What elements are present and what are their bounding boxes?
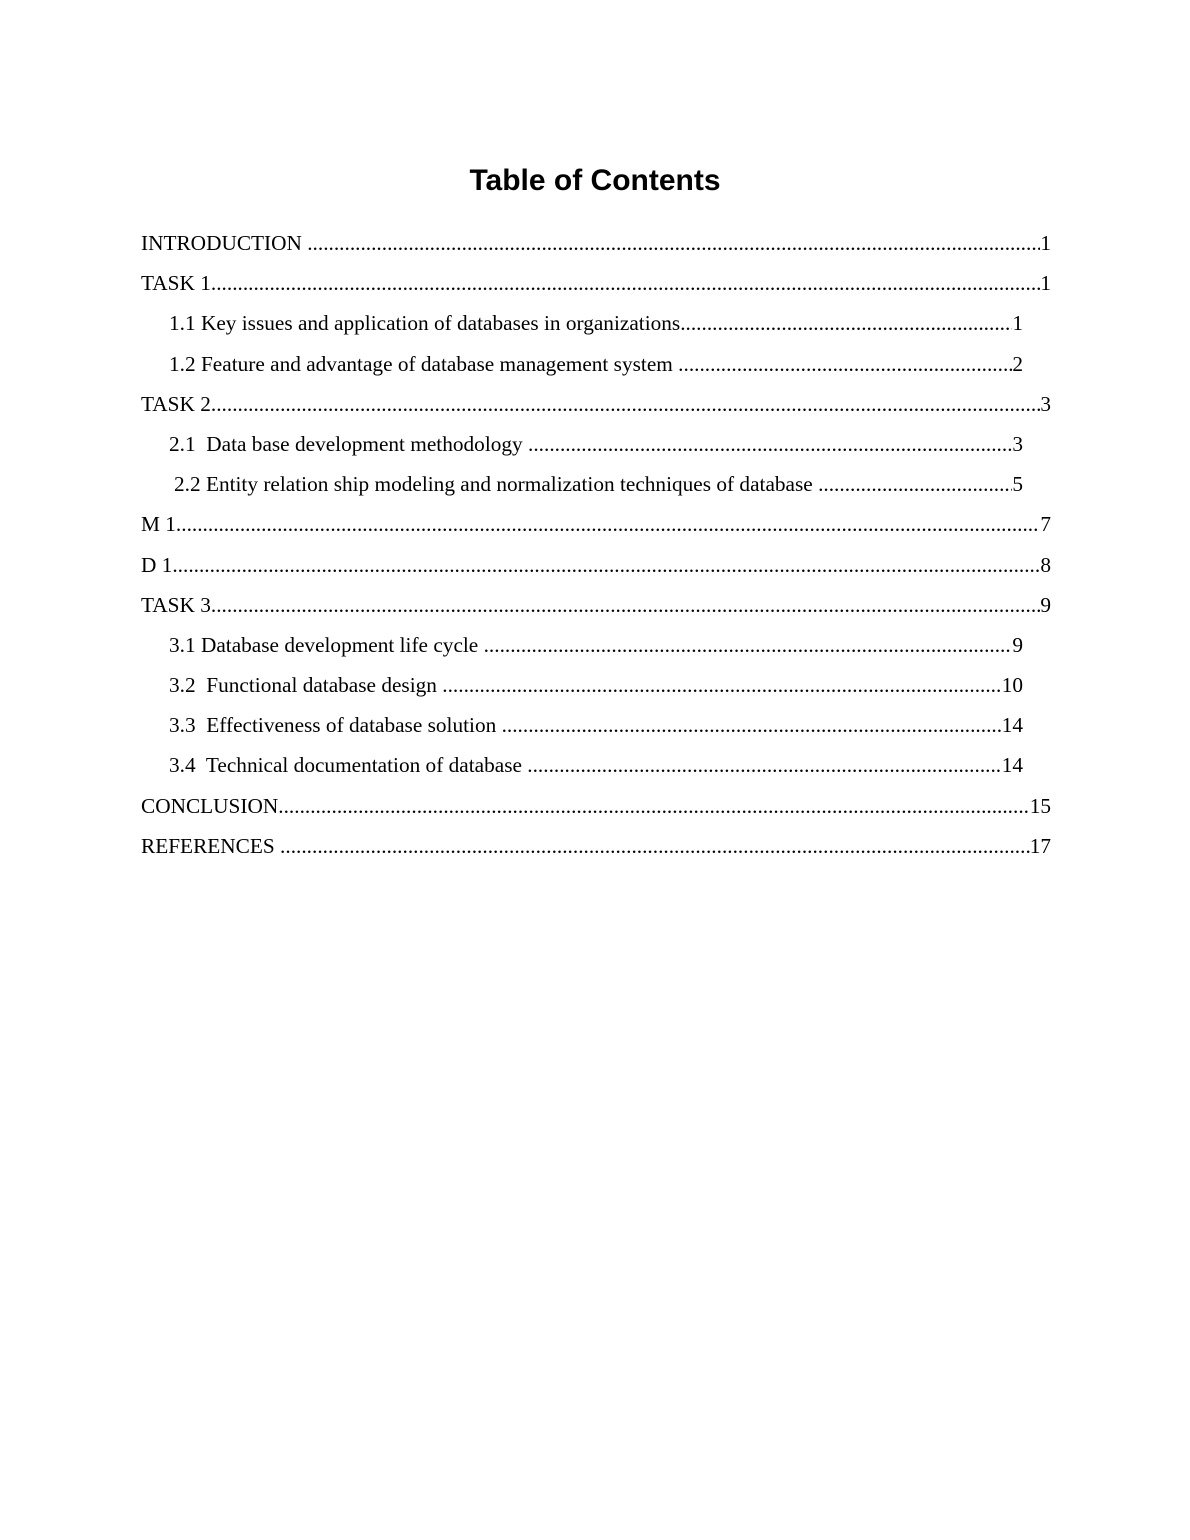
toc-dot-leader xyxy=(528,427,1012,461)
toc-entry-label: 3.3 Effectiveness of database solution xyxy=(169,713,502,738)
page-title: Table of Contents xyxy=(469,164,721,197)
toc-entry-label: 1.1 Key issues and application of databases in organizations xyxy=(169,311,681,336)
toc-entry-label: M 1 xyxy=(141,512,176,537)
toc-page-number: 14 xyxy=(1001,713,1023,738)
toc-dot-leader xyxy=(527,748,1001,782)
toc-entry-label: D 1 xyxy=(141,552,173,577)
toc-page-number: 1 xyxy=(1012,311,1023,336)
toc-entry-label: 3.2 Functional database design xyxy=(169,673,443,698)
toc-entry-label: 3.1 Database development life cycle xyxy=(169,632,484,657)
toc-dot-leader xyxy=(818,467,1012,501)
toc-dot-leader xyxy=(307,226,1040,260)
toc-entry-3-1[interactable] xyxy=(141,628,1023,668)
table-of-contents xyxy=(141,226,1051,869)
toc-entry-2-2[interactable] xyxy=(141,467,1023,507)
toc-dot-leader xyxy=(442,668,1001,702)
toc-entry-label: 2.2 Entity relation ship modeling and normalization techniques of database xyxy=(174,472,819,497)
toc-dot-leader xyxy=(176,507,1040,541)
toc-entry-references[interactable] xyxy=(141,829,1051,869)
toc-entry-conclusion[interactable] xyxy=(141,789,1051,829)
toc-dot-leader xyxy=(484,628,1013,662)
toc-entry-3-2[interactable] xyxy=(141,668,1023,708)
toc-entry-task-1[interactable] xyxy=(141,266,1051,306)
toc-entry-label: REFERENCES xyxy=(141,833,281,858)
toc-dot-leader xyxy=(502,708,1002,742)
toc-entry-1-1[interactable] xyxy=(141,306,1023,346)
toc-entry-label: TASK 3 xyxy=(141,592,211,617)
toc-entry-label: CONCLUSION xyxy=(141,793,279,818)
toc-dot-leader xyxy=(280,829,1030,863)
toc-page-number: 9 xyxy=(1040,592,1051,617)
toc-page-number: 1 xyxy=(1040,271,1051,296)
toc-dot-leader xyxy=(278,789,1029,823)
toc-page-number: 9 xyxy=(1012,632,1023,657)
toc-page-number: 8 xyxy=(1040,552,1051,577)
toc-dot-leader xyxy=(172,548,1040,582)
toc-page-number: 2 xyxy=(1012,351,1023,376)
toc-entry-label: 1.2 Feature and advantage of database management system xyxy=(169,351,679,376)
toc-page-number: 15 xyxy=(1029,793,1051,818)
toc-entry-m-1[interactable] xyxy=(141,507,1051,547)
toc-entry-2-1[interactable] xyxy=(141,427,1023,467)
toc-entry-label: 3.4 Technical documentation of database xyxy=(169,753,528,778)
toc-page-number: 3 xyxy=(1012,431,1023,456)
toc-dot-leader xyxy=(211,266,1040,300)
toc-dot-leader xyxy=(680,306,1012,340)
toc-dot-leader xyxy=(211,588,1040,622)
toc-dot-leader xyxy=(678,347,1012,381)
toc-page-number: 17 xyxy=(1029,833,1051,858)
toc-page-number: 14 xyxy=(1001,753,1023,778)
toc-entry-label: 2.1 Data base development methodology xyxy=(169,431,529,456)
toc-entry-label: INTRODUCTION xyxy=(141,231,308,255)
toc-entry-d-1[interactable] xyxy=(141,548,1051,588)
toc-entry-1-2[interactable] xyxy=(141,347,1023,387)
toc-entry-3-3[interactable] xyxy=(141,708,1023,748)
toc-entry-label: TASK 1 xyxy=(141,271,211,296)
toc-page-number: 10 xyxy=(1001,673,1023,698)
toc-entry-task-2[interactable] xyxy=(141,387,1051,427)
toc-entry-label: TASK 2 xyxy=(141,391,211,416)
toc-page-number: 3 xyxy=(1040,391,1051,416)
toc-entry-introduction[interactable] xyxy=(141,226,1051,266)
toc-entry-task-3[interactable] xyxy=(141,588,1051,628)
toc-page-number: 5 xyxy=(1012,472,1023,497)
toc-dot-leader xyxy=(211,387,1040,421)
toc-entry-3-4[interactable] xyxy=(141,748,1023,788)
toc-page-number: 1 xyxy=(1040,231,1051,255)
toc-page-number: 7 xyxy=(1040,512,1051,537)
